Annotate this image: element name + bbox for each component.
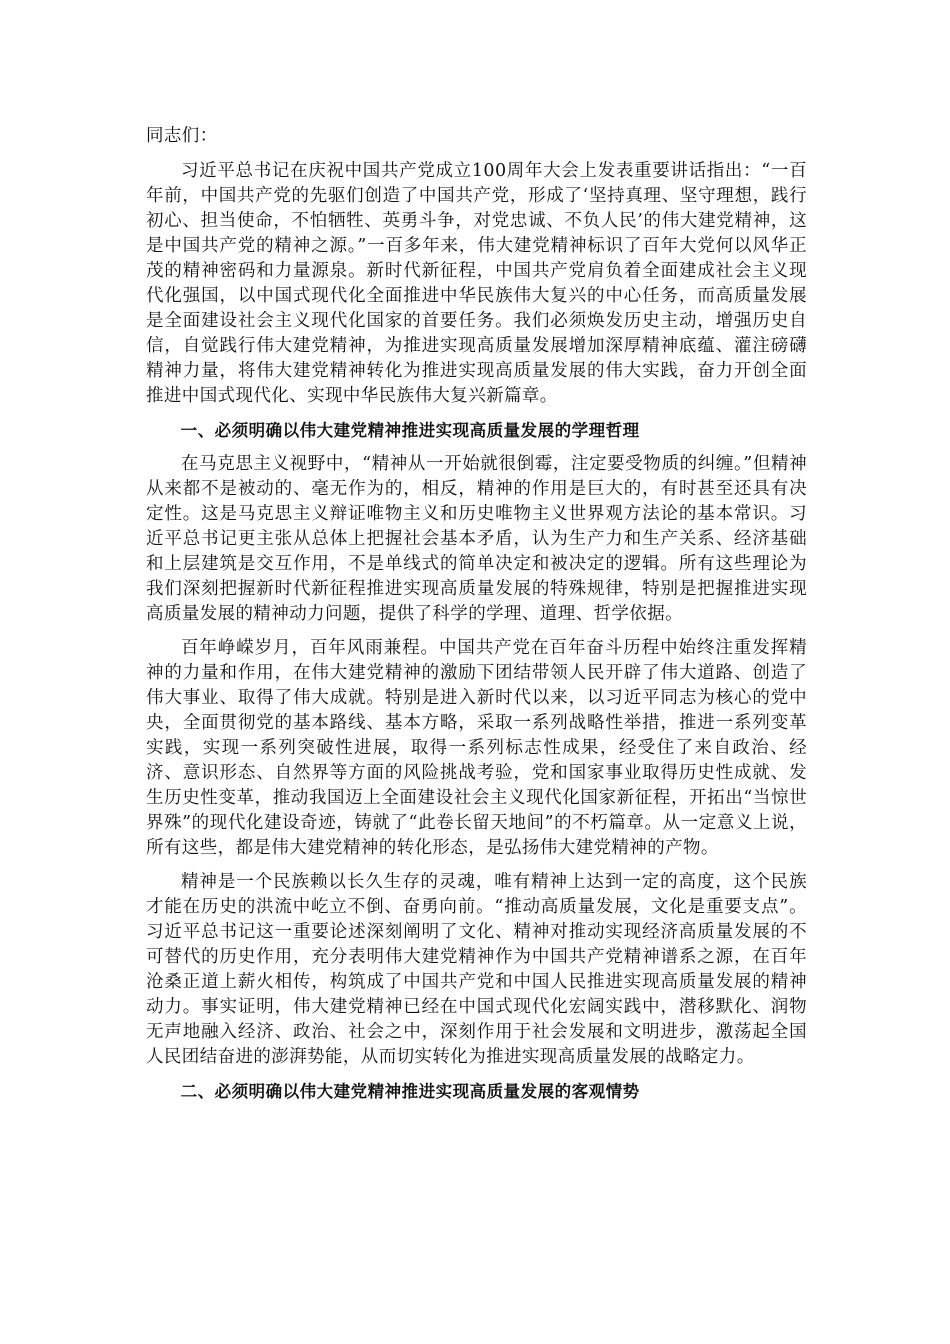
section-1-paragraph-3: 精神是一个民族赖以长久生存的灵魂，唯有精神上达到一定的高度，这个民族才能在历史的洪流中屹立不倒、奋勇向前。“推动高质量发展，文化是重要支点”。习近平总书记这一重要论述深刻阐明了文化、精神对推动实现经济高质量发展的不可替代的历史作用，充分表明伟大建党精神作为中国共产党精神谱系之源，在百年沧桑正道上薪火相传，构筑成了中国共产党和中国人民推进实现高质量发展的精神动力。事实证明，伟大建党精神已经在中国式现代化宏阔实践中，潜移默化、润物无声地融入经济、政治、社会之中，深刻作用于社会发展和文明进步，激荡起全国人民团结奋进的澎湃势能，从而切实转化为推进实现高质量发展的战略定力。: [146, 872, 807, 1067]
intro-paragraph: 习近平总书记在庆祝中国共产党成立100周年大会上发表重要讲话指出：“一百年前，中国共产党的先驱们创造了中国共产党，形成了‘坚持真理、坚守理想，践行初心、担当使命，不怕牺牲、英勇斗争，对党忠诚、不负人民’的伟大建党精神，这是中国共产党的精神之源。”一百多年来，伟大建党精神标识了百年大党何以风华正茂的精神密码和力量源泉。新时代新征程，中国共产党肩负着全面建成社会主义现代化强国，以中国式现代化全面推进中华民族伟大复兴的中心任务，而高质量发展是全面建设社会主义现代化国家的首要任务。我们必须焕发历史主动，增强历史自信，自觉践行伟大建党精神，为推进实现高质量发展增加深厚精神底蕴、灌注磅礴精神力量，将伟大建党精神转化为推进实现高质量发展的伟大实践，奋力开创全面推进中国式现代化、实现中华民族伟大复兴新篇章。: [146, 161, 807, 406]
section-1-paragraph-2: 百年峥嵘岁月，百年风雨兼程。中国共产党在百年奋斗历程中始终注重发挥精神的力量和作用，在伟大建党精神的激励下团结带领人民开辟了伟大道路、创造了伟大事业、取得了伟大成就。特别是进入新时代以来，以习近平同志为核心的党中央，全面贯彻党的基本路线、基本方略，采取一系列战略性举措，推进一系列变革实践，实现一系列突破性进展，取得一系列标志性成果，经受住了来自政治、经济、意识形态、自然界等方面的风险挑战考验，党和国家事业取得历史性成就、发生历史性变革，推动我国迈上全面建设社会主义现代化国家新征程，开拓出“当惊世界殊”的现代化建设奇迹，铸就了“此卷长留天地间”的不朽篇章。从一定意义上说，所有这些，都是伟大建党精神的转化形态，是弘扬伟大建党精神的产物。: [146, 638, 807, 858]
section-1-heading: 一、必须明确以伟大建党精神推进实现高质量发展的学理哲理: [180, 421, 640, 440]
document-page: [146, 124, 807, 1113]
section-1-paragraph-1: 在马克思主义视野中，“精神从一开始就很倒霉，注定要受物质的纠缠。”但精神从来都不是被动的、毫无作为的，相反，精神的作用是巨大的，有时甚至还具有决定性。这是马克思主义辩证唯物主义和历史唯物主义世界观方法论的基本常识。习近平总书记更主张从总体上把握社会基本矛盾，认为生产力和生产关系、经济基础和上层建筑是交互作用，不是单线式的简单决定和被决定的逻辑。所有这些理论为我们深刻把握新时代新征程推进实现高质量发展的特殊规律，特别是把握推进实现高质量发展的精神动力问题，提供了科学的学理、道理、哲学依据。: [146, 454, 807, 624]
salutation: 同志们：: [146, 126, 218, 146]
section-2-heading: 二、必须明确以伟大建党精神推进实现高质量发展的客观情势: [180, 1082, 640, 1101]
